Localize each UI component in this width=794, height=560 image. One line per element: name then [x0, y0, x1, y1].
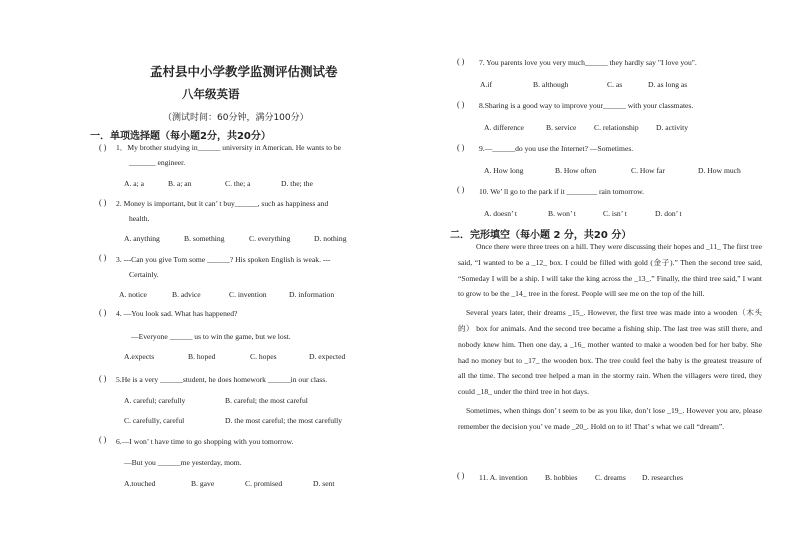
- q6-option-b: B. gave: [191, 479, 215, 488]
- q2-option-d: D. nothing: [314, 234, 347, 243]
- q5-option-c: C. carefully, careful: [124, 416, 185, 425]
- grade-title: 八年级英语: [182, 87, 240, 101]
- q4-mark[interactable]: ( ): [99, 308, 107, 317]
- passage-paragraph-1: Once there were three trees on a hill. They were discussing their hopes and _11_ The first tree said, “I wanted to be a _12_ box. I could be filled with gold (金子).” Then the second tree said, “Someday I will be a ship. I will take the king across the _13_.” Finally, the third tree said,” I want to grow to be the _14_ tree in the forest. People will see me on the top of the hill.: [458, 242, 762, 299]
- q9-option-d: D. How much: [698, 166, 741, 175]
- passage-paragraph-3: Sometimes, when things don’ t seem to be as you like, don’t lose _19_. However you are, please remember the decision you’ ve made _20_. Hold on to it! That’ s what we call “dream”.: [458, 405, 762, 431]
- q4-stem-2: —Everyone ______ us to win the game, but we lost.: [131, 332, 291, 341]
- q9-option-c: C. How far: [631, 166, 665, 175]
- q11-option-b: B. hobbies: [545, 473, 578, 482]
- q9-option-b: B. How often: [555, 166, 597, 175]
- q7-option-c: C. as: [607, 80, 623, 89]
- q6-stem-2: —But you ______me yesterday, mom.: [124, 458, 242, 467]
- q3-stem: 3. ---Can you give Tom some ______? His spoken English is weak. ---: [116, 255, 331, 264]
- q9-option-a: A. How long: [484, 166, 524, 175]
- cloze-passage: [458, 239, 762, 435]
- q2-option-a: A. anything: [124, 234, 160, 243]
- q3-mark[interactable]: ( ): [99, 253, 107, 262]
- q5-stem: 5.He is a very ______student, he does homework ______in our class.: [116, 375, 328, 384]
- q4-option-d: D. expected: [309, 352, 346, 361]
- q9-mark[interactable]: ( ): [457, 143, 465, 152]
- q8-option-b: B. service: [546, 123, 577, 132]
- q1-stem-2: _______ engineer.: [129, 158, 186, 167]
- q7-option-a: A.if: [480, 80, 493, 89]
- q6-option-d: D. sent: [313, 479, 335, 488]
- q2-stem: 2. Money is important, but it can’ t buy______, such as happiness and: [116, 199, 329, 208]
- q8-mark[interactable]: ( ): [457, 100, 465, 109]
- q11-option-c: C. dreams: [595, 473, 626, 482]
- q11-option-a: 11. A. invention: [479, 473, 528, 482]
- q2-option-b: B. something: [184, 234, 225, 243]
- q5-option-d: D. the most careful; the most carefully: [225, 416, 343, 425]
- q5-option-a: A. careful; carefully: [124, 396, 186, 405]
- q2-option-c: C. everything: [249, 234, 291, 243]
- q3-option-d: D. information: [289, 290, 335, 299]
- page-title: 孟村县中小学教学监测评估测试卷: [150, 64, 338, 79]
- q6-option-c: C. promised: [245, 479, 283, 488]
- section-1-heading: 一．单项选择题（每小题2分，共20分）: [90, 131, 271, 142]
- q4-stem: 4. —You look sad. What has happened?: [116, 309, 238, 318]
- q7-option-d: D. as long as: [648, 80, 688, 89]
- q3-option-a: A. notice: [119, 290, 147, 299]
- q11-mark[interactable]: ( ): [457, 471, 465, 480]
- exam-subtitle: （测试时间：60分钟，满分100分）: [163, 113, 309, 123]
- q5-option-b: B. careful; the most careful: [225, 396, 308, 405]
- q1-option-d: D. the; the: [281, 179, 313, 188]
- q1-mark[interactable]: ( ): [99, 143, 107, 152]
- q7-mark[interactable]: ( ): [457, 57, 465, 66]
- q1-option-b: B. a; an: [168, 179, 192, 188]
- q3-option-b: B. advice: [172, 290, 201, 299]
- q8-option-a: A. difference: [484, 123, 524, 132]
- q10-option-a: A. doesn’ t: [484, 209, 517, 218]
- q3-stem-2: Certainly.: [129, 270, 159, 279]
- q8-stem: 8.Sharing is a good way to improve your______ with your classmates.: [479, 101, 694, 110]
- q8-option-d: D. activity: [656, 123, 689, 132]
- q10-mark[interactable]: ( ): [457, 185, 465, 194]
- q11-option-d: D. researches: [642, 473, 683, 482]
- q8-option-c: C. relationship: [594, 123, 639, 132]
- q10-option-b: B. won’ t: [548, 209, 576, 218]
- q2-mark[interactable]: ( ): [99, 198, 107, 207]
- q5-mark[interactable]: ( ): [99, 374, 107, 383]
- q1-stem: 1．My brother studying in______ university in American. He wants to be: [116, 143, 342, 152]
- q6-stem: 6.—I won’ t have time to go shopping with you tomorrow.: [116, 437, 294, 446]
- section-2-heading: 二．完形填空（每小题 2 分，共20 分）: [450, 230, 632, 241]
- q4-option-a: A.expects: [124, 352, 155, 361]
- q1-option-a: A. a; a: [124, 179, 145, 188]
- q4-option-b: B. hoped: [188, 352, 216, 361]
- q7-stem: 7. You parents love you very much______ they hardly say "I love you".: [479, 58, 697, 67]
- q6-mark[interactable]: ( ): [99, 435, 107, 444]
- q3-option-c: C. invention: [229, 290, 267, 299]
- passage-paragraph-2: Several years later, their dreams _15_. However, the first tree was made into a wooden（木头的） box for animals. And the second tree became a fishing ship. The last tree was still there, and nobody knew him. Then one day, a _16_ mother wanted to make a wooden bed for her baby. She had no money but to _17_ the wooden box. The tree could feel the baby is the greatest treasure of all the time. The second tree helped a man in the stormy rain. When the villagers were tired, they could _18_ under the third tree in hot days.: [458, 308, 762, 397]
- q4-option-c: C. hopes: [250, 352, 277, 361]
- q1-option-c: C. the; a: [225, 179, 251, 188]
- q10-stem: 10. We’ ll go to the park if it ________ rain tomorrow.: [479, 187, 645, 196]
- q10-option-c: C. isn’ t: [603, 209, 627, 218]
- q6-option-a: A.touched: [124, 479, 156, 488]
- q10-option-d: D. don’ t: [655, 209, 682, 218]
- q2-stem-2: health.: [129, 214, 150, 223]
- q7-option-b: B. although: [533, 80, 569, 89]
- q9-stem: 9.—______do you use the Internet? —Sometimes.: [479, 144, 634, 153]
